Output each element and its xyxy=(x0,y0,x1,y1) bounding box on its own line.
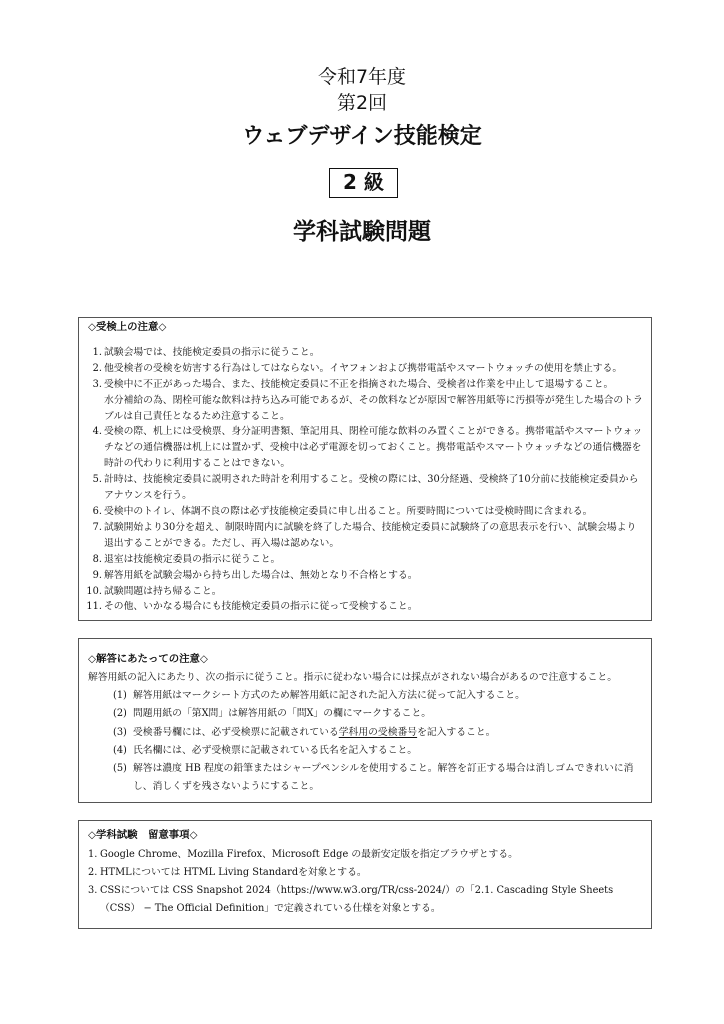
item-text: 受検中のトイレ、体調不良の際は必ず技能検定委員に申し出ること。所要時間については受検時間に含まれる。 xyxy=(104,505,593,517)
item-number: 1. xyxy=(88,849,98,861)
item-paragraph: 水分補給の為、閉栓可能な飲料は持ち込み可能であるが、その飲料などが原因で解答用紙等に汚損等が発生した場合のトラブルは自己責任となるため注意すること。 xyxy=(104,394,643,422)
item-text: 退室は技能検定委員の指示に従うこと。 xyxy=(104,553,281,565)
answer-note-item xyxy=(86,742,645,760)
exam-note-item xyxy=(86,584,645,600)
item-number: 2. xyxy=(88,867,98,879)
item-number: (2) xyxy=(113,708,127,720)
item-text-before: 受検番号欄には、必ず受検票に記載されている xyxy=(133,726,339,738)
item-text-after: を記入すること。 xyxy=(417,726,496,738)
item-text: 計時は、技能検定委員に説明された時計を利用すること。受検の際には、30分経過、受検終了10分前に技能検定委員からアナウンスを行う。 xyxy=(104,474,639,502)
item-text: 解答用紙を試験会場から持ち出した場合は、無効となり不合格とする。 xyxy=(104,569,418,581)
exam-note-item xyxy=(86,552,645,568)
item-number: 7. xyxy=(92,521,102,533)
underlined-exam-number-text: 学科用の受検番号 xyxy=(338,726,418,738)
answer-note-item xyxy=(86,705,645,723)
exam-title: ウェブデザイン技能検定 xyxy=(242,124,482,149)
answer-note-item xyxy=(86,724,645,742)
written-exam-note-item xyxy=(88,882,645,917)
answer-note-item xyxy=(86,760,645,797)
exam-note-item xyxy=(86,345,645,361)
item-number: 9. xyxy=(92,569,102,581)
exam-note-item xyxy=(86,504,645,520)
item-text: 問題用紙の「第X問」は解答用紙の「問X」の欄にマークすること。 xyxy=(133,708,432,720)
item-text xyxy=(104,377,645,425)
item-text: その他、いかなる場合にも技能検定委員の指示に従って受検すること。 xyxy=(104,601,418,613)
exam-subject: 学科試験問題 xyxy=(293,219,431,245)
exam-note-item xyxy=(86,568,645,584)
grade-badge: 2 級 xyxy=(329,168,398,198)
item-number: (1) xyxy=(113,689,127,701)
notice-sections xyxy=(78,317,652,929)
item-number: 5. xyxy=(92,474,102,486)
item-text: Google Chrome、Mozilla Firefox、Microsoft Edge の最新安定版を指定ブラウザとする。 xyxy=(100,849,518,861)
item-text: 試験開始より30分を超え、制限時間内に試験を終了した場合、技能検定委員に試験終了の意思表示を行い、試験会場より退出することができる。ただし、再入場は認めない。 xyxy=(104,521,637,549)
exam-note-item xyxy=(86,377,645,425)
item-text: 試験会場では、技能検定委員の指示に従うこと。 xyxy=(104,346,320,358)
exam-notes-box xyxy=(78,317,652,621)
exam-note-item xyxy=(86,472,645,504)
exam-note-item xyxy=(86,520,645,552)
item-number: (5) xyxy=(113,763,127,775)
answer-notes-box xyxy=(78,638,652,802)
item-number: 11. xyxy=(86,601,102,613)
item-text: 受検の際、机上には受検票、身分証明書類、筆記用具、閉栓可能な飲料のみ置くことができる。携帯電話やスマートウォッチなどの通信機器は机上には置かず、受検中は必ず電源を切っておくこと。携帯電話やスマートウォッチなどの通信機器を時計の代わりに利用することはできない。 xyxy=(104,426,643,470)
item-text: HTMLについては HTML Living Standardを対象とする。 xyxy=(100,867,367,879)
item-number: (4) xyxy=(113,744,127,756)
item-number: 6. xyxy=(92,505,102,517)
written-exam-note-item xyxy=(88,846,645,864)
item-number: (3) xyxy=(113,726,127,738)
item-text: 氏名欄には、必ず受検票に記載されている氏名を記入すること。 xyxy=(133,744,418,756)
answer-note-item xyxy=(86,687,645,705)
item-number: 8. xyxy=(92,553,102,565)
item-paragraph: 受検中に不正があった場合、また、技能検定委員に不正を指摘された場合、受検者は作業を中止して退場すること。 xyxy=(104,378,614,390)
item-text: CSSについては CSS Snapshot 2024（https://www.w3.org/TR/css-2024/）の「2.1. Cascading Style Sheets （CSS） − The Official Definition」で定義されている仕様を対象とする。 xyxy=(100,884,614,914)
exam-round: 第2回 xyxy=(336,92,388,114)
item-text: 試験問題は持ち帰ること。 xyxy=(104,585,222,597)
item-number: 3. xyxy=(88,884,98,896)
exam-note-item xyxy=(86,424,645,472)
written-exam-notes-heading: ◇学科試験 留意事項◇ xyxy=(88,828,198,841)
answer-notes-intro: 解答用紙の記入にあたり、次の指示に従うこと。指示に従わない場合には採点がされない場合があるので注意すること。 xyxy=(88,671,618,683)
item-number: 2. xyxy=(92,362,102,374)
item-number: 4. xyxy=(92,426,102,438)
written-exam-notes-box xyxy=(78,820,652,930)
item-text: 他受検者の受検を妨害する行為はしてはならない。イヤフォンおよび携帯電話やスマートウォッチの使用を禁止する。 xyxy=(104,362,623,374)
exam-note-item xyxy=(86,361,645,377)
answer-notes-heading: ◇解答にあたっての注意◇ xyxy=(88,653,208,666)
item-number: 10. xyxy=(86,585,102,597)
exam-note-item xyxy=(86,599,645,615)
item-number: 3. xyxy=(92,378,102,390)
item-number: 1. xyxy=(92,346,102,358)
exam-notes-heading: ◇受検上の注意◇ xyxy=(88,321,167,333)
item-text: 解答用紙はマークシート方式のため解答用紙に記された記入方法に従って記入すること。 xyxy=(133,689,525,701)
written-exam-note-item xyxy=(88,864,645,882)
item-text xyxy=(133,724,645,742)
item-text: 解答は濃度 HB 程度の鉛筆またはシャープペンシルを使用すること。解答を訂正する場合は消しゴムできれいに消し、消しくずを残さないようにすること。 xyxy=(133,763,634,793)
era-year: 令和7年度 xyxy=(317,66,407,88)
